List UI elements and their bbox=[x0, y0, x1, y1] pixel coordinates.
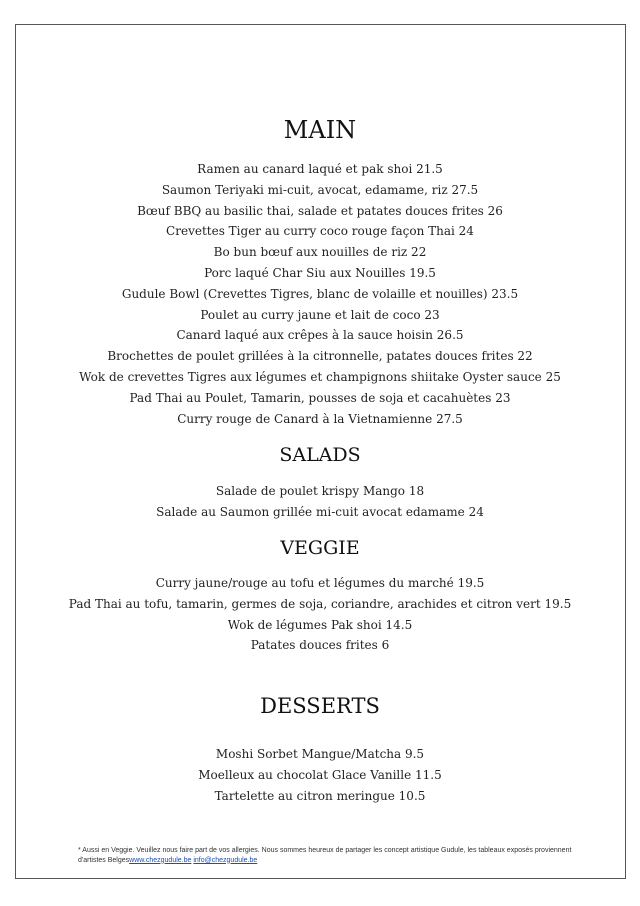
menu-item: Curry jaune/rouge au tofu et légumes du marché 19.5 bbox=[155, 576, 485, 590]
menu-item: Canard laqué aux crêpes à la sauce hoisin 26.5 bbox=[176, 328, 464, 343]
section-title-main: MAIN bbox=[283, 116, 357, 144]
menu-item: Bo bun bœuf aux nouilles de riz 22 bbox=[213, 245, 427, 260]
menu-item: Pad Thai au Poulet, Tamarin, pousses de soja et cacahuètes 23 bbox=[129, 390, 511, 405]
menu-item: Moshi Sorbet Mangue/Matcha 9.5 bbox=[215, 747, 425, 761]
desserts-items bbox=[0, 744, 640, 806]
menu-item: Salade de poulet krispy Mango 18 bbox=[215, 484, 425, 498]
menu-item: Gudule Bowl (Crevettes Tigres, blanc de volaille et nouilles) 23.5 bbox=[121, 286, 519, 301]
menu-item: Pad Thai au tofu, tamarin, germes de soja, coriandre, arachides et citron vert 19.5 bbox=[68, 596, 572, 611]
menu-item: Wok de crevettes Tigres aux légumes et champignons shiitake Oyster sauce 25 bbox=[79, 369, 561, 384]
menu-item: Porc laqué Char Siu aux Nouilles 19.5 bbox=[204, 265, 436, 280]
menu-item: Ramen au canard laqué et pak shoi 21.5 bbox=[197, 162, 443, 176]
menu-item: Brochettes de poulet grillées à la citronnelle, patates douces frites 22 bbox=[107, 349, 533, 364]
footer-disclaimer: * Aussi en Veggie. Veuillez nous faire part de vos allergies. Nous sommes heureux de partager les concept artistique Gudule, les tableaux exposés proviennent d'artistes Belges bbox=[78, 847, 572, 864]
menu-item: Crevettes Tiger au curry coco rouge façon Thai 24 bbox=[166, 224, 474, 239]
menu-item: Moelleux au chocolat Glace Vanille 11.5 bbox=[198, 767, 442, 782]
menu-item: Poulet au curry jaune et lait de coco 23 bbox=[200, 307, 440, 322]
menu-item: Curry rouge de Canard à la Vietnamienne 27.5 bbox=[177, 411, 463, 426]
section-title-desserts: DESSERTS bbox=[260, 694, 380, 718]
main-items bbox=[0, 159, 640, 429]
menu-item: Patates douces frites 6 bbox=[250, 638, 390, 653]
salads-items bbox=[0, 481, 640, 523]
footer-note bbox=[78, 846, 598, 865]
menu-item: Saumon Teriyaki mi-cuit, avocat, edamame, riz 27.5 bbox=[161, 182, 479, 197]
menu-item: Tartelette au citron meringue 10.5 bbox=[214, 788, 426, 803]
website-link[interactable]: www.chezgudule.be bbox=[129, 856, 192, 864]
section-title-veggie: VEGGIE bbox=[280, 537, 360, 559]
menu-item: Bœuf BBQ au basilic thai, salade et patates douces frites 26 bbox=[137, 203, 503, 218]
menu-item: Salade au Saumon grillée mi-cuit avocat edamame 24 bbox=[156, 504, 484, 519]
section-title-salads: SALADS bbox=[279, 444, 361, 466]
veggie-items bbox=[0, 573, 640, 656]
email-link[interactable]: info@chezgudule.be bbox=[193, 856, 258, 864]
menu-item: Wok de légumes Pak shoi 14.5 bbox=[227, 617, 413, 632]
